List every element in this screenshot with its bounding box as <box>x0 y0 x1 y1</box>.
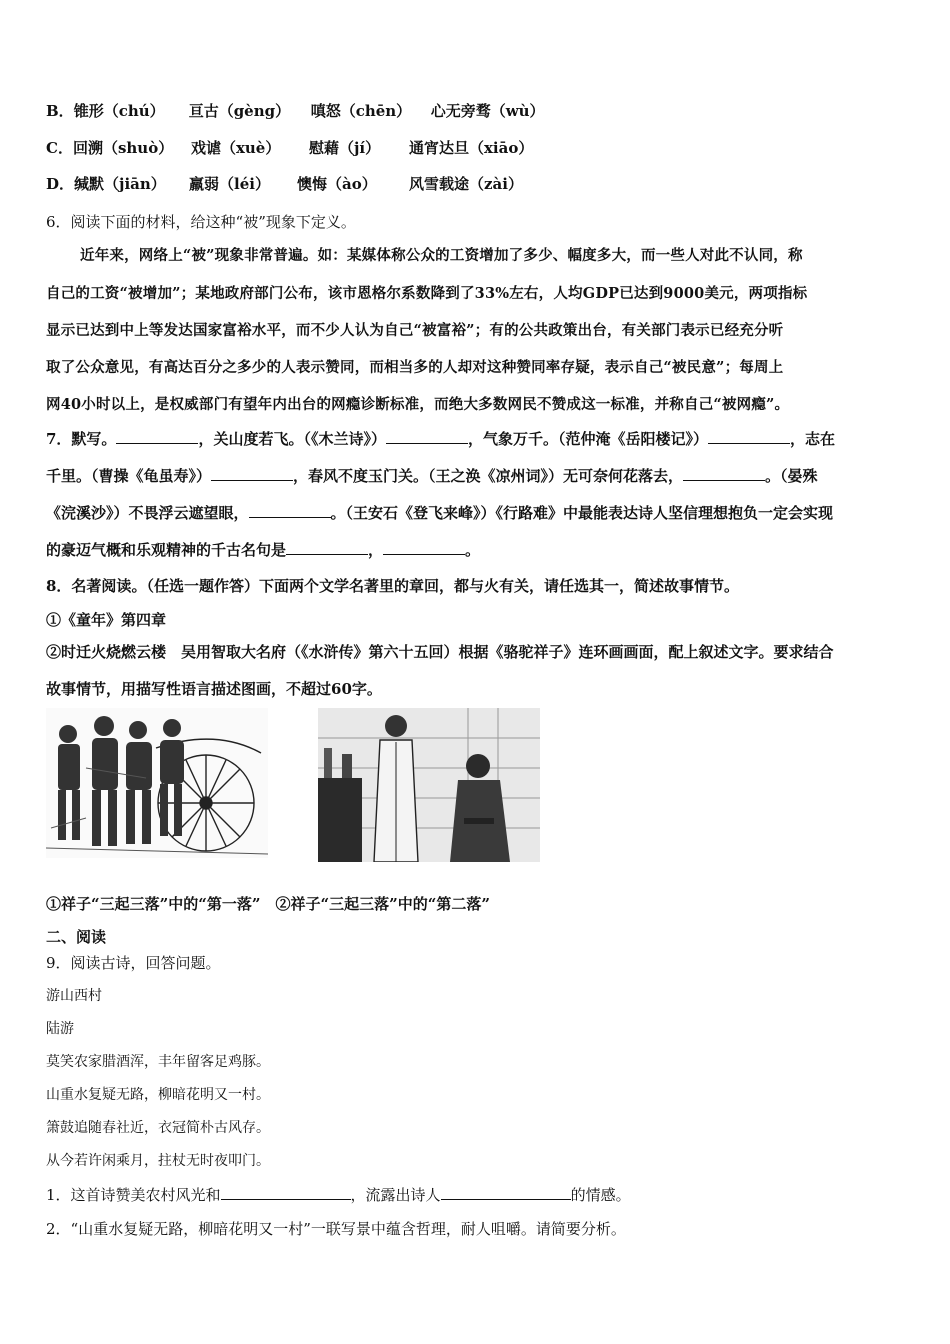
comic-image-rickshaw-scene <box>46 708 268 858</box>
q6-para-line: 显示已达到中上等发达国家富裕水平，而不少人认为自己“被富裕”；有的公共政策出台，有关部门表示已经充分听 <box>46 322 784 339</box>
q9-stem: 9．阅读古诗，回答问题。 <box>46 954 221 972</box>
q7-line-3: 《浣溪沙》）不畏浮云遮望眼， 。（王安石《登飞来峰》）《行路难》中最能表达诗人坚信理想抱负一定会实现 <box>46 504 834 522</box>
section-heading: 二、阅读 <box>46 928 107 946</box>
poem-line: 箫鼓追随春社近，衣冠简朴古风存。 <box>46 1120 270 1136</box>
fill-blank[interactable] <box>386 428 468 444</box>
fill-blank[interactable] <box>116 428 198 444</box>
q6-para-line: 取了公众意见，有高达百分之多少的人表示赞同，而相当多的人却对这种赞同率存疑，表示自己“被民意”；每周上 <box>46 359 784 376</box>
q8-option-1: ①《童年》第四章 <box>46 611 167 629</box>
fill-blank[interactable] <box>441 1184 571 1200</box>
q6-para-line: 网40小时以上，是权威部门有望年内出台的网瘾诊断标准，而绝大多数网民不赞成这一标准，并称自己“被网瘾”。 <box>46 396 790 413</box>
comic-image-room-scene <box>318 708 540 862</box>
fill-blank[interactable] <box>286 539 368 555</box>
q6-para-line: 近年来，网络上“被”现象非常普遍。如：某媒体称公众的工资增加了多少、幅度多大，而一些人对此不认同，称 <box>80 247 803 264</box>
q6-stem: 6．阅读下面的材料，给这种“被”现象下定义。 <box>46 213 356 231</box>
q8-option-2-cont: 故事情节，用描写性语言描述图画，不超过60字。 <box>46 680 382 698</box>
poem-line: 山重水复疑无路，柳暗花明又一村。 <box>46 1087 270 1103</box>
q6-para-line: 自己的工资“被增加”；某地政府部门公布，该市恩格尔系数降到了33%左右，人均GDP已达到9000美元，两项指标 <box>46 285 808 302</box>
q5-option-d: D．缄默（jiān） 羸弱（léi） 懊悔（ào） 风雪载途（zài） <box>46 175 523 193</box>
fill-blank[interactable] <box>383 539 465 555</box>
q8-image-captions: ①祥子“三起三落”中的“第一落” ②祥子“三起三落”中的“第二落” <box>46 895 491 913</box>
fill-blank[interactable] <box>683 465 765 481</box>
fill-blank[interactable] <box>211 465 293 481</box>
poem-line: 从今若许闲乘月，拄杖无时夜叩门。 <box>46 1153 270 1169</box>
fill-blank[interactable] <box>708 428 790 444</box>
fill-blank[interactable] <box>249 502 331 518</box>
q7-line-4: 的豪迈气概和乐观精神的千古名句是 ， 。 <box>46 541 481 559</box>
poem-line: 莫笑农家腊酒浑，丰年留客足鸡豚。 <box>46 1054 270 1070</box>
q7-line-1: 7．默写。 ，关山度若飞。（《木兰诗》） ，气象万千。（范仲淹《岳阳楼记》） ，志在 <box>46 430 835 448</box>
fill-blank[interactable] <box>221 1184 351 1200</box>
q9-subquestion-1: 1．这首诗赞美农村风光和 ，流露出诗人 的情感。 <box>46 1186 631 1204</box>
q5-option-c: C．回溯（shuò） 戏谑（xuè） 慰藉（jí） 通宵达旦（xiāo） <box>46 139 534 157</box>
q8-stem: 8．名著阅读。（任选一题作答）下面两个文学名著里的章回，都与火有关，请任选其一，简述故事情节。 <box>46 577 739 595</box>
poem-title: 游山西村 <box>46 988 102 1004</box>
poem-author: 陆游 <box>46 1021 74 1037</box>
q5-option-b: B．锥形（chú） 亘古（gèng） 嗔怒（chēn） 心无旁骛（wù） <box>46 102 545 120</box>
q7-line-2: 千里。（曹操《龟虽寿》） ，春风不度玉门关。（王之涣《凉州词》）无可奈何花落去， 。（晏殊 <box>46 467 818 485</box>
q9-subquestion-2: 2．“山重水复疑无路，柳暗花明又一村”一联写景中蕴含哲理，耐人咀嚼。请简要分析。 <box>46 1220 626 1238</box>
q8-option-2: ②时迁火烧燃云楼 吴用智取大名府（《水浒传》第六十五回）根据《骆驼祥子》连环画画面，配上叙述文字。要求结合 <box>46 643 834 661</box>
